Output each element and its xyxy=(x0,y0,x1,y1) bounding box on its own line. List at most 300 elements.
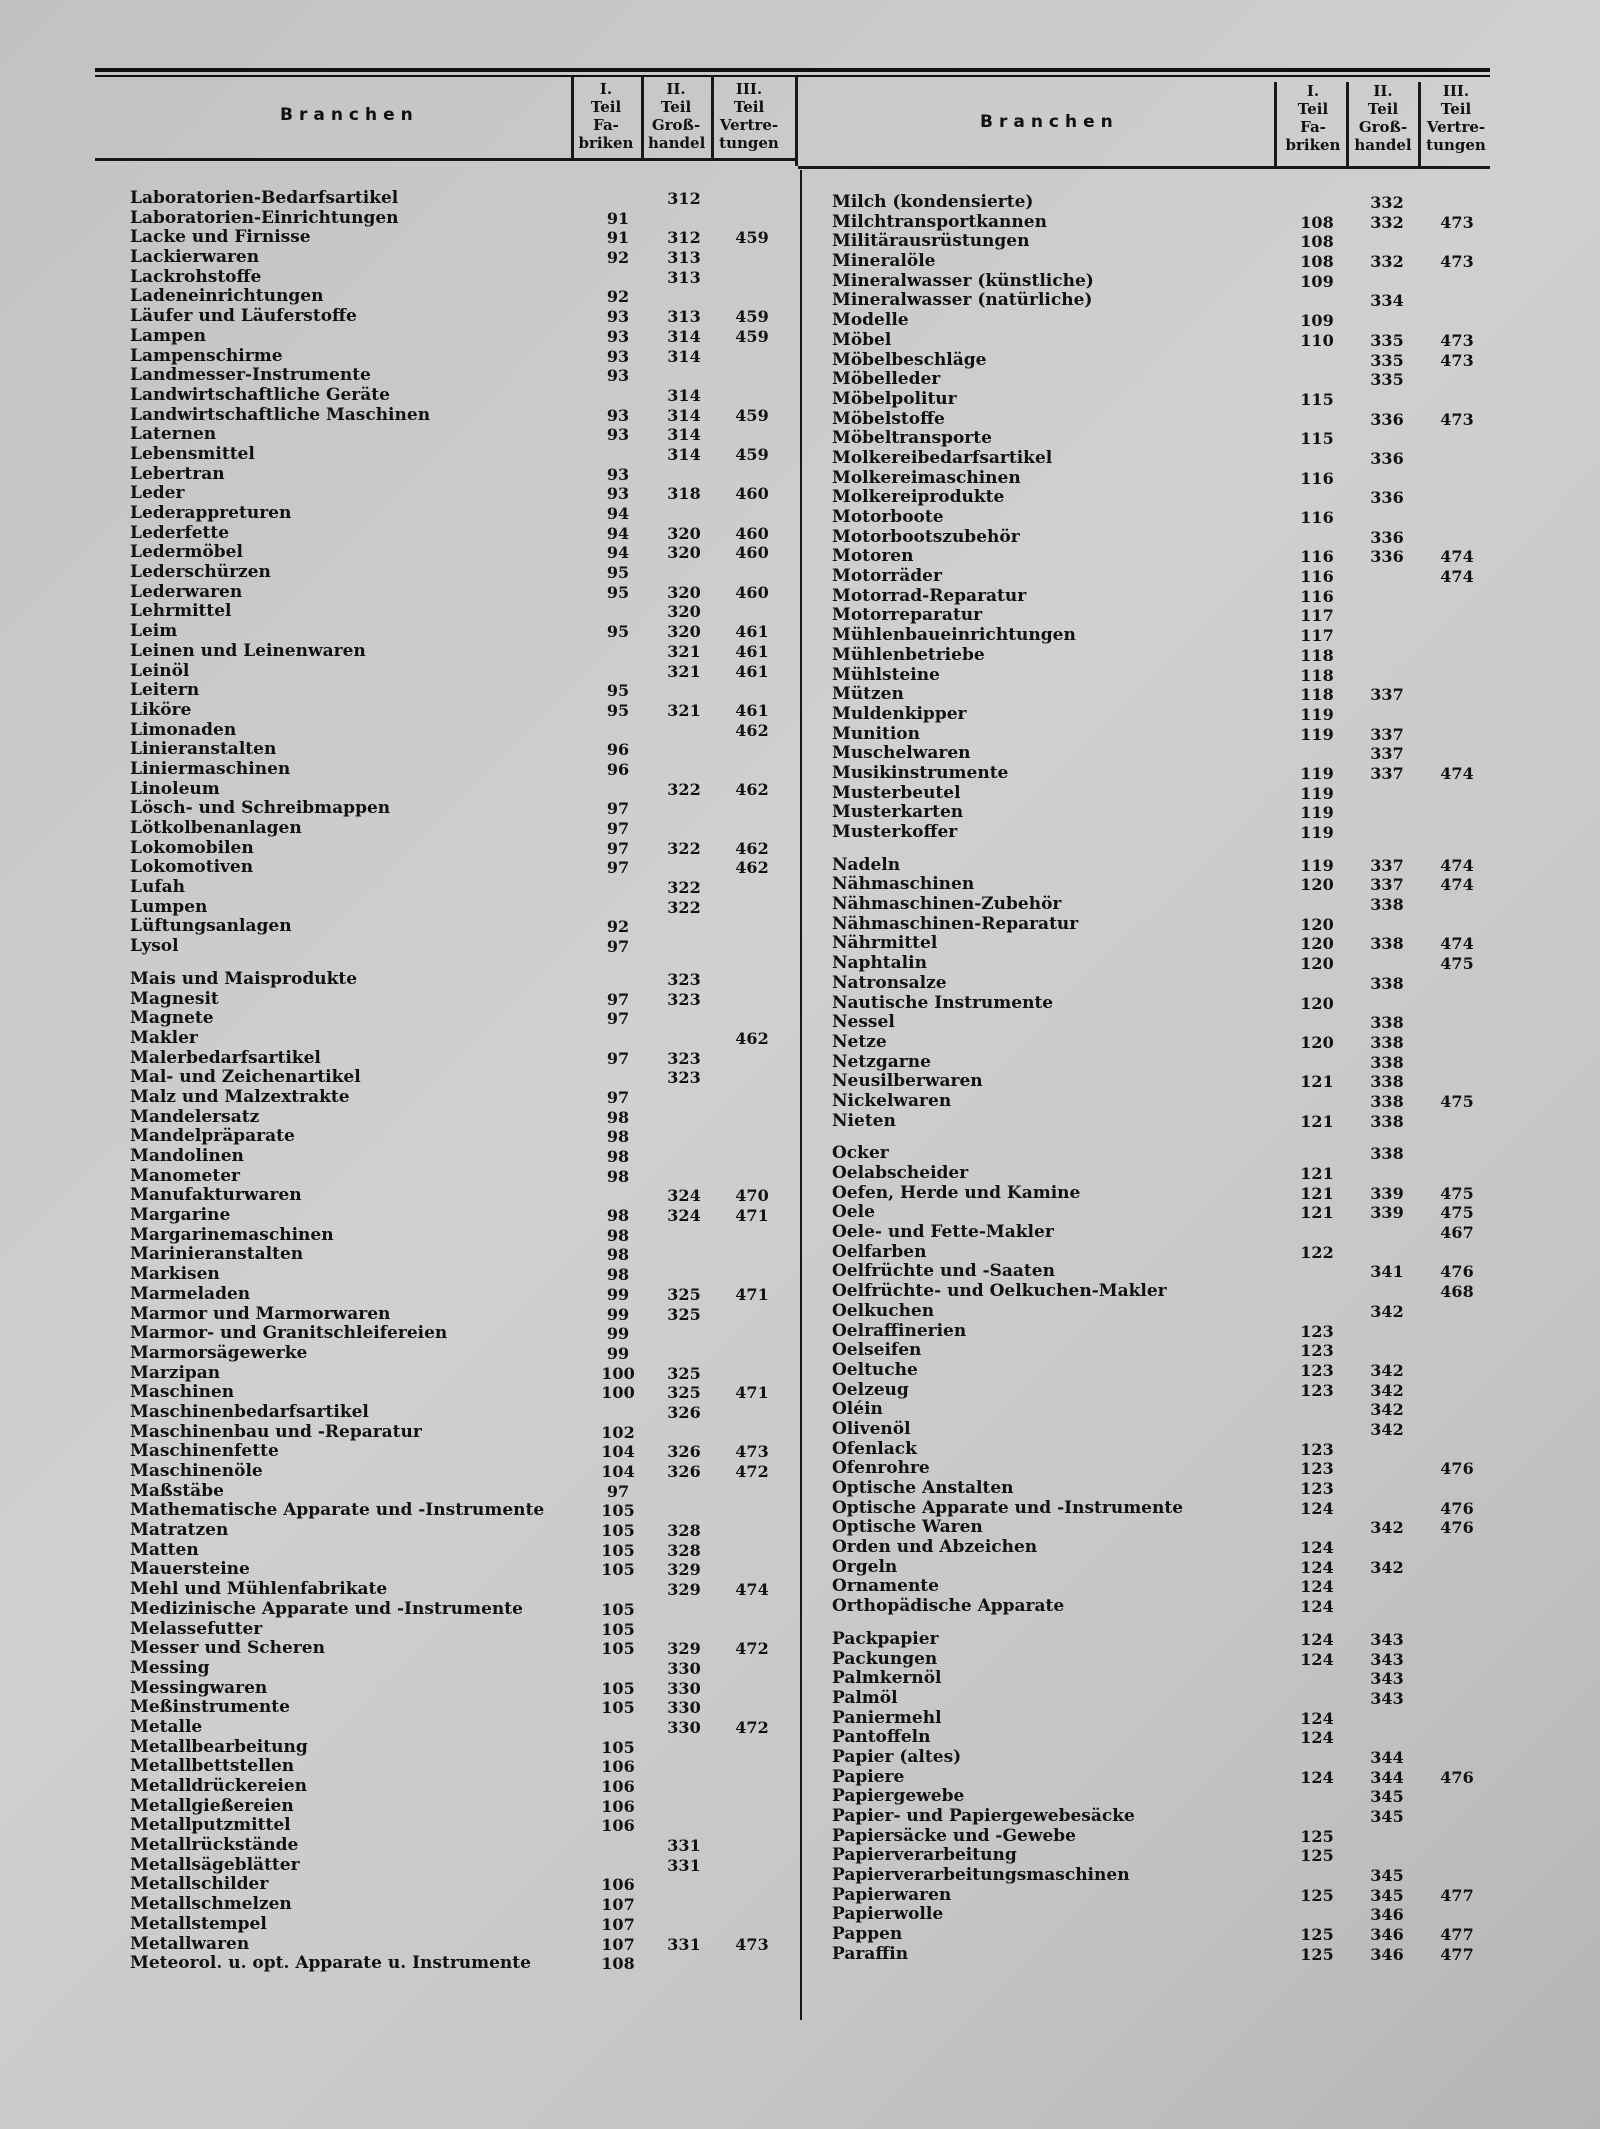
branche-name: Lötkolbenanlagen xyxy=(130,818,302,838)
grosshandel-page: 320 xyxy=(667,602,701,622)
fabriken-page: 106 xyxy=(601,1777,635,1796)
fabriken-page: 110 xyxy=(1300,330,1334,350)
index-row xyxy=(832,1538,1492,1558)
fabriken-page: 99 xyxy=(606,1304,630,1324)
grosshandel-page: 337 xyxy=(1370,685,1404,705)
fabriken-page: 91 xyxy=(606,208,630,228)
index-row xyxy=(130,1620,790,1640)
branche-name: Margarinemaschinen xyxy=(130,1224,334,1245)
fabriken-page: 120 xyxy=(1300,1032,1334,1052)
index-row xyxy=(832,1302,1492,1322)
fabriken-page: 107 xyxy=(601,1895,635,1915)
fabriken-page: 95 xyxy=(606,582,630,602)
vertretungen-page: 476 xyxy=(1440,1498,1474,1518)
index-row xyxy=(130,1009,790,1029)
grosshandel-page: 322 xyxy=(667,878,701,898)
vertretungen-page: 474 xyxy=(1440,855,1474,875)
branche-name: Papierverarbeitung xyxy=(832,1845,1017,1866)
index-row xyxy=(130,642,790,662)
fabriken-page: 99 xyxy=(606,1324,630,1344)
grosshandel-page: 330 xyxy=(667,1678,701,1698)
grosshandel-page: 338 xyxy=(1370,1032,1404,1052)
fabriken-page: 116 xyxy=(1300,468,1334,488)
branche-name: Ofenrohre xyxy=(832,1458,930,1479)
branche-name: Möbeltransporte xyxy=(832,428,992,449)
left-header-col-vertretungen: III. Teil Vertre- tungen xyxy=(719,80,779,152)
index-row xyxy=(832,528,1492,548)
fabriken-page: 105 xyxy=(601,1599,635,1619)
vertretungen-page: 462 xyxy=(735,838,769,858)
index-row xyxy=(130,1659,790,1679)
fabriken-page: 93 xyxy=(606,405,630,425)
vertretungen-page: 468 xyxy=(1440,1282,1474,1302)
vertretungen-page: 461 xyxy=(735,641,769,661)
branche-name: Metallschilder xyxy=(130,1874,269,1895)
branche-name: Nickelwaren xyxy=(832,1090,952,1111)
vertretungen-page: 474 xyxy=(1440,875,1474,895)
fabriken-page: 119 xyxy=(1300,823,1334,842)
branche-name: Marzipan xyxy=(130,1362,221,1383)
branche-name: Mineralöle xyxy=(832,251,936,272)
branche-name: Naphtalin xyxy=(832,953,927,974)
index-row xyxy=(130,1088,790,1108)
index-row xyxy=(130,1108,790,1128)
vertretungen-page: 461 xyxy=(735,622,769,642)
index-row xyxy=(130,1245,790,1265)
grosshandel-page: 313 xyxy=(667,248,701,268)
index-row xyxy=(130,268,790,288)
index-row xyxy=(130,1206,790,1226)
branche-name: Landwirtschaftliche Maschinen xyxy=(130,404,431,425)
fabriken-page: 107 xyxy=(601,1914,635,1934)
fabriken-page: 98 xyxy=(606,1206,630,1226)
vertretungen-page: 474 xyxy=(1440,763,1474,783)
grosshandel-page: 331 xyxy=(667,1836,701,1856)
grosshandel-page: 314 xyxy=(667,346,701,366)
right-header-branchen: Branchen xyxy=(980,112,1119,132)
branche-name: Nähmaschinen-Reparatur xyxy=(832,913,1079,934)
index-row xyxy=(832,1112,1492,1132)
index-row xyxy=(832,725,1492,745)
grosshandel-page: 338 xyxy=(1370,1144,1404,1164)
index-row xyxy=(130,366,790,386)
branche-name: Papier (altes) xyxy=(832,1746,962,1767)
fabriken-page: 108 xyxy=(1300,232,1334,252)
left-index-column xyxy=(130,189,790,1974)
branche-name: Mehl und Mühlenfabrikate xyxy=(130,1579,388,1600)
branche-name: Molkereibedarfsartikel xyxy=(832,447,1053,468)
index-row xyxy=(832,1072,1492,1092)
index-row xyxy=(832,784,1492,804)
index-row xyxy=(832,252,1492,272)
index-row xyxy=(130,917,790,937)
branche-name: Liniermaschinen xyxy=(130,758,291,779)
fabriken-page: 109 xyxy=(1300,311,1334,331)
grosshandel-page: 330 xyxy=(667,1658,701,1678)
branche-name: Lebertran xyxy=(130,463,225,484)
fabriken-page: 107 xyxy=(601,1934,635,1954)
branche-name: Laboratorien-Bedarfsartikel xyxy=(130,188,399,208)
index-row xyxy=(832,1846,1492,1866)
fabriken-page: 106 xyxy=(601,1757,635,1777)
grosshandel-page: 336 xyxy=(1370,409,1404,429)
branche-name: Packungen xyxy=(832,1648,938,1669)
branche-name: Modelle xyxy=(832,310,909,331)
branche-name: Motoren xyxy=(832,546,914,567)
grosshandel-page: 338 xyxy=(1370,1072,1404,1092)
vertretungen-page: 471 xyxy=(735,1383,769,1403)
branche-name: Optische Waren xyxy=(832,1517,983,1538)
index-row xyxy=(832,1053,1492,1073)
branche-name: Metallgießereien xyxy=(130,1795,294,1816)
vertretungen-page: 475 xyxy=(1440,1091,1474,1111)
fabriken-page: 93 xyxy=(606,464,630,484)
fabriken-page: 98 xyxy=(606,1147,630,1166)
grosshandel-page: 338 xyxy=(1370,1091,1404,1111)
fabriken-page: 120 xyxy=(1300,914,1334,934)
index-row xyxy=(130,1285,790,1305)
index-row xyxy=(832,193,1492,213)
grosshandel-page: 323 xyxy=(667,1048,701,1068)
branche-name: Papier- und Papiergewebesäcke xyxy=(832,1806,1135,1826)
fabriken-page: 109 xyxy=(1300,271,1334,291)
branche-name: Ocker xyxy=(832,1143,889,1164)
index-row xyxy=(832,291,1492,311)
branche-name: Lacke und Firnisse xyxy=(130,227,311,248)
fabriken-page: 119 xyxy=(1300,763,1334,783)
branche-name: Metallwaren xyxy=(130,1933,250,1954)
branche-name: Pantoffeln xyxy=(832,1727,931,1748)
branche-name: Mal- und Zeichenartikel xyxy=(130,1067,361,1088)
index-row xyxy=(832,1420,1492,1440)
fabriken-page: 117 xyxy=(1300,626,1334,646)
right-header-col-vertretungen: III. Teil Vertre- tungen xyxy=(1426,82,1486,154)
grosshandel-page: 343 xyxy=(1370,1688,1404,1708)
index-row xyxy=(832,1768,1492,1788)
left-header-rule xyxy=(95,158,795,161)
index-row xyxy=(130,1521,790,1541)
fabriken-page: 94 xyxy=(606,523,630,543)
index-row xyxy=(130,740,790,760)
grosshandel-page: 335 xyxy=(1370,330,1404,350)
grosshandel-page: 323 xyxy=(667,989,701,1009)
branche-name: Netzgarne xyxy=(832,1051,931,1072)
fabriken-page: 125 xyxy=(1300,1826,1334,1846)
vertretungen-page: 461 xyxy=(735,700,769,720)
fabriken-page: 121 xyxy=(1300,1164,1334,1183)
index-row xyxy=(832,1709,1492,1729)
branche-name: Packpapier xyxy=(832,1628,939,1649)
index-row xyxy=(130,898,790,918)
grosshandel-page: 321 xyxy=(667,661,701,681)
fabriken-page: 97 xyxy=(606,1087,630,1107)
index-row xyxy=(130,248,790,268)
index-row xyxy=(130,1718,790,1738)
vertretungen-page: 473 xyxy=(1440,409,1474,429)
branche-name: Musterkoffer xyxy=(832,822,958,842)
fabriken-page: 94 xyxy=(606,543,630,563)
index-row xyxy=(832,1669,1492,1689)
index-row xyxy=(832,1184,1492,1204)
grosshandel-page: 343 xyxy=(1370,1669,1404,1689)
index-row xyxy=(130,662,790,682)
vertretungen-page: 471 xyxy=(735,1206,769,1226)
branche-name: Mühlsteine xyxy=(832,664,940,685)
branche-name: Metalle xyxy=(130,1716,203,1737)
grosshandel-page: 326 xyxy=(667,1442,701,1462)
fabriken-page: 97 xyxy=(606,799,630,819)
vertretungen-page: 477 xyxy=(1440,1944,1474,1964)
index-row xyxy=(832,1203,1492,1223)
branche-name: Linoleum xyxy=(130,778,220,799)
index-row xyxy=(832,856,1492,876)
index-row xyxy=(832,1361,1492,1381)
grosshandel-page: 336 xyxy=(1370,547,1404,567)
right-header-rule xyxy=(798,166,1490,169)
index-row xyxy=(832,1577,1492,1597)
grosshandel-page: 313 xyxy=(667,307,701,327)
branche-name: Leim xyxy=(130,621,178,642)
right-index-column xyxy=(832,193,1492,1965)
fabriken-page: 93 xyxy=(606,425,630,445)
branche-name: Oefen, Herde und Kamine xyxy=(832,1182,1081,1203)
branche-name: Lederschürzen xyxy=(130,562,271,583)
branche-name: Möbelstoffe xyxy=(832,408,945,429)
branche-name: Lokomotiven xyxy=(130,857,254,878)
branche-name: Paniermehl xyxy=(832,1707,942,1728)
branche-name: Nährmittel xyxy=(832,933,938,954)
index-row xyxy=(832,508,1492,528)
index-row xyxy=(832,764,1492,784)
branche-name: Lufah xyxy=(130,877,186,898)
index-row xyxy=(130,445,790,465)
fabriken-page: 97 xyxy=(606,1009,630,1029)
grosshandel-page: 332 xyxy=(1370,252,1404,272)
fabriken-page: 95 xyxy=(606,681,630,701)
fabriken-page: 115 xyxy=(1300,389,1334,409)
index-row xyxy=(832,646,1492,666)
fabriken-page: 105 xyxy=(601,1560,635,1580)
fabriken-page: 104 xyxy=(601,1462,635,1481)
index-row xyxy=(130,1147,790,1167)
index-row xyxy=(832,1518,1492,1538)
vertretungen-page: 472 xyxy=(735,1717,769,1737)
index-row xyxy=(130,970,790,990)
grosshandel-page: 320 xyxy=(667,582,701,602)
grosshandel-page: 323 xyxy=(667,1068,701,1088)
branche-name: Metallschmelzen xyxy=(130,1894,292,1915)
branche-name: Papierwolle xyxy=(832,1904,944,1925)
fabriken-page: 124 xyxy=(1300,1597,1334,1617)
branche-name: Lederfette xyxy=(130,522,230,543)
fabriken-page: 119 xyxy=(1300,704,1334,724)
fabriken-page: 124 xyxy=(1300,1577,1334,1597)
branche-name: Maschinenfette xyxy=(130,1441,279,1462)
branche-name: Matratzen xyxy=(130,1520,229,1541)
vertretungen-page: 462 xyxy=(735,858,769,878)
fabriken-page: 123 xyxy=(1300,1459,1334,1479)
index-row xyxy=(832,1440,1492,1460)
branche-name: Musterbeutel xyxy=(832,782,961,803)
index-row xyxy=(130,1698,790,1718)
grosshandel-page: 337 xyxy=(1370,875,1404,895)
grosshandel-page: 326 xyxy=(667,1462,701,1481)
branche-name: Ofenlack xyxy=(832,1438,917,1459)
top-rule-thin xyxy=(95,75,1490,77)
grosshandel-page: 339 xyxy=(1370,1183,1404,1203)
index-row xyxy=(130,1541,790,1561)
fabriken-page: 125 xyxy=(1300,1944,1334,1964)
index-row xyxy=(832,606,1492,626)
fabriken-page: 105 xyxy=(601,1737,635,1757)
grosshandel-page: 346 xyxy=(1370,1905,1404,1925)
grosshandel-page: 336 xyxy=(1370,448,1404,468)
grosshandel-page: 345 xyxy=(1370,1807,1404,1826)
vertretungen-page: 476 xyxy=(1440,1767,1474,1787)
grosshandel-page: 329 xyxy=(667,1580,701,1600)
index-row xyxy=(130,287,790,307)
grosshandel-page: 318 xyxy=(667,484,701,504)
index-row xyxy=(130,504,790,524)
branche-name: Makler xyxy=(130,1027,198,1048)
index-row xyxy=(832,272,1492,292)
fabriken-page: 121 xyxy=(1300,1183,1334,1203)
index-row xyxy=(832,1164,1492,1184)
branche-name: Landwirtschaftliche Geräte xyxy=(130,384,390,405)
grosshandel-page: 314 xyxy=(667,405,701,425)
branche-name: Oele xyxy=(832,1202,875,1223)
branche-name: Munition xyxy=(832,723,921,744)
branche-name: Optische Apparate und -Instrumente xyxy=(832,1497,1184,1518)
vertretungen-page: 476 xyxy=(1440,1518,1474,1538)
index-row xyxy=(130,1383,790,1403)
index-row xyxy=(832,1262,1492,1282)
fabriken-page: 95 xyxy=(606,700,630,720)
grosshandel-page: 336 xyxy=(1370,488,1404,508)
index-row xyxy=(832,666,1492,686)
index-row xyxy=(130,1127,790,1147)
branche-name: Lokomobilen xyxy=(130,837,254,858)
index-row xyxy=(130,1442,790,1462)
fabriken-page: 119 xyxy=(1300,724,1334,744)
index-row xyxy=(832,1400,1492,1420)
fabriken-page: 116 xyxy=(1300,586,1334,606)
branche-name: Milch (kondensierte) xyxy=(832,192,1034,212)
fabriken-page: 123 xyxy=(1300,1380,1334,1400)
fabriken-page: 93 xyxy=(606,346,630,366)
branche-name: Maschinen xyxy=(130,1382,235,1403)
index-row xyxy=(130,1639,790,1659)
branche-name: Mineralwasser (künstliche) xyxy=(832,270,1094,291)
index-row xyxy=(832,351,1492,371)
top-rule xyxy=(95,68,1490,72)
branche-name: Palmkernöl xyxy=(832,1668,942,1689)
fabriken-page: 125 xyxy=(1300,1846,1334,1866)
fabriken-page: 124 xyxy=(1300,1767,1334,1787)
index-row xyxy=(832,934,1492,954)
grosshandel-page: 335 xyxy=(1370,370,1404,390)
index-row xyxy=(130,1935,790,1955)
vertretungen-page: 472 xyxy=(735,1639,769,1659)
index-row xyxy=(832,705,1492,725)
fabriken-page: 91 xyxy=(606,228,630,248)
fabriken-page: 116 xyxy=(1300,508,1334,527)
vertretungen-page: 462 xyxy=(735,779,769,799)
index-row xyxy=(130,1305,790,1325)
index-row xyxy=(832,232,1492,252)
index-row xyxy=(832,895,1492,915)
index-row xyxy=(832,685,1492,705)
fabriken-page: 124 xyxy=(1300,1629,1334,1649)
index-row xyxy=(832,469,1492,489)
index-row xyxy=(130,1560,790,1580)
index-row xyxy=(832,626,1492,646)
fabriken-page: 105 xyxy=(601,1521,635,1541)
grosshandel-page: 329 xyxy=(667,1560,701,1580)
grosshandel-page: 341 xyxy=(1370,1262,1404,1282)
branche-name: Papierwaren xyxy=(832,1884,952,1905)
index-row xyxy=(832,915,1492,935)
fabriken-page: 124 xyxy=(1300,1538,1334,1558)
left-col-divider-3 xyxy=(711,76,714,158)
index-row xyxy=(832,213,1492,233)
branche-name: Nautische Instrumente xyxy=(832,992,1054,1013)
fabriken-page: 116 xyxy=(1300,547,1334,567)
grosshandel-page: 342 xyxy=(1370,1557,1404,1577)
index-row xyxy=(130,563,790,583)
grosshandel-page: 322 xyxy=(667,838,701,858)
branche-name: Leder xyxy=(130,483,185,504)
vertretungen-page: 470 xyxy=(735,1186,769,1206)
branche-name: Oelkuchen xyxy=(832,1300,935,1321)
index-row xyxy=(130,228,790,248)
fabriken-page: 120 xyxy=(1300,875,1334,895)
fabriken-page: 93 xyxy=(606,366,630,386)
left-header-col-grosshandel: II. Teil Groß- handel xyxy=(648,80,706,152)
index-row xyxy=(130,1265,790,1285)
grosshandel-page: 324 xyxy=(667,1186,701,1206)
index-row xyxy=(832,1499,1492,1519)
fabriken-page: 108 xyxy=(601,1954,635,1974)
branche-name: Möbelbeschläge xyxy=(832,349,987,370)
grosshandel-page: 345 xyxy=(1370,1866,1404,1886)
index-row xyxy=(832,587,1492,607)
fabriken-page: 105 xyxy=(601,1678,635,1698)
index-row xyxy=(130,1344,790,1364)
index-row xyxy=(130,819,790,839)
index-row xyxy=(832,1925,1492,1945)
branche-name: Papiersäcke und -Gewebe xyxy=(832,1825,1076,1846)
branche-name: Markisen xyxy=(130,1264,220,1285)
index-row xyxy=(130,327,790,347)
index-row xyxy=(832,823,1492,843)
index-row xyxy=(130,307,790,327)
branche-name: Leinöl xyxy=(130,660,190,681)
branche-name: Maschinenbedarfsartikel xyxy=(130,1401,369,1422)
branche-name: Ladeneinrichtungen xyxy=(130,286,324,307)
index-row xyxy=(130,990,790,1010)
branche-name: Mühlenbaueinrichtungen xyxy=(832,625,1076,646)
index-row xyxy=(130,1915,790,1935)
index-row xyxy=(130,189,790,209)
index-row xyxy=(130,1049,790,1069)
branche-name: Metallstempel xyxy=(130,1913,267,1934)
branche-name: Nadeln xyxy=(832,854,901,875)
grosshandel-page: 346 xyxy=(1370,1944,1404,1964)
index-row xyxy=(832,803,1492,823)
fabriken-page: 119 xyxy=(1300,803,1334,823)
fabriken-page: 98 xyxy=(606,1245,630,1265)
